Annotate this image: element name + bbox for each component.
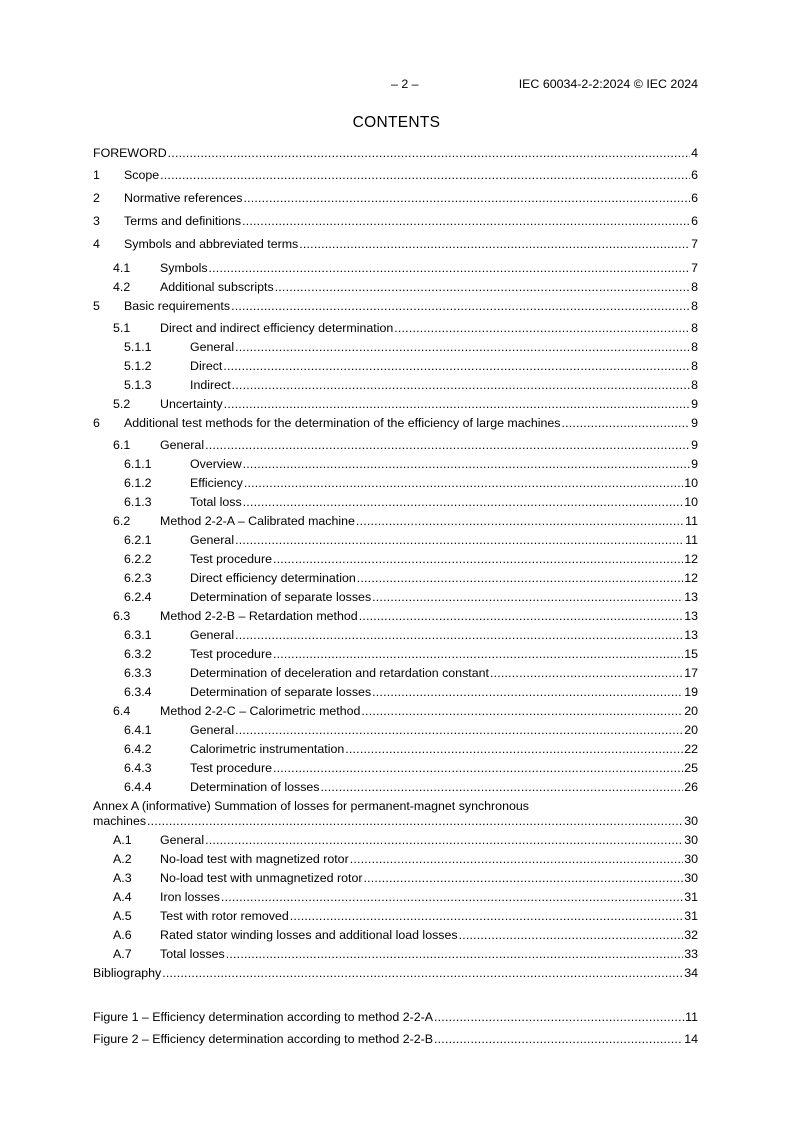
toc-entry-page: 6 (691, 214, 698, 228)
toc-entry-page: 13 (684, 609, 698, 623)
toc-entry-label: Scope (124, 168, 160, 182)
toc-entry-label: Determination of separate losses (190, 590, 372, 604)
toc-entry-number: 6.1.3 (124, 495, 152, 509)
toc-entry-label: Terms and definitions (124, 214, 242, 228)
bibliography-entry[interactable] (93, 966, 698, 981)
toc-entry-page: 31 (684, 890, 698, 904)
toc-entry-label: Additional subscripts (160, 280, 274, 294)
toc-entry-page: 9 (691, 397, 698, 411)
toc-entry[interactable] (93, 237, 698, 252)
toc-entry-number: A.3 (113, 871, 132, 885)
toc-leader-dots (232, 378, 690, 393)
toc-leader-dots (372, 685, 683, 700)
toc-entry-page: 8 (691, 378, 698, 392)
toc-entry-number: 5.1.3 (124, 378, 152, 392)
toc-entry[interactable] (93, 666, 698, 681)
toc-entry[interactable] (93, 514, 698, 529)
toc-entry-label: Test with rotor removed (160, 909, 289, 923)
toc-entry[interactable] (93, 168, 698, 183)
toc-entry-label: Test procedure (190, 552, 272, 566)
toc-entry-label: Determination of deceleration and retardation constant (190, 666, 489, 680)
toc-entry-label: Test procedure (190, 647, 272, 661)
toc-entry-number: 5.2 (113, 397, 131, 411)
toc-entry-page: 11 (685, 514, 698, 528)
toc-entry-page: 10 (684, 476, 698, 490)
toc-leader-dots (162, 966, 683, 981)
toc-entry[interactable] (93, 214, 698, 229)
toc-entry-page: 9 (691, 438, 698, 452)
toc-leader-dots (235, 628, 683, 643)
toc-leader-dots (221, 890, 683, 905)
toc-entry-label: Calorimetric instrumentation (190, 742, 345, 756)
toc-leader-dots (243, 457, 690, 472)
toc-entry-number: 6.1 (113, 438, 131, 452)
toc-leader-dots (235, 340, 690, 355)
toc-leader-dots (372, 590, 683, 605)
toc-entry[interactable] (93, 742, 698, 757)
annex-entry[interactable] (93, 852, 698, 867)
toc-entry-page: 13 (684, 628, 698, 642)
toc-entry[interactable] (93, 552, 698, 567)
toc-entry-number: A.7 (113, 947, 132, 961)
toc-leader-dots (357, 571, 683, 586)
toc-entry-label: Symbols and abbreviated terms (124, 237, 299, 251)
toc-entry-number: 6.4.4 (124, 780, 152, 794)
toc-entry-label: Method 2-2-C – Calorimetric method (160, 704, 361, 718)
toc-entry[interactable] (93, 723, 698, 738)
toc-entry-label: Determination of separate losses (190, 685, 372, 699)
toc-entry-label: Total loss (190, 495, 242, 509)
toc-leader-dots (160, 168, 690, 183)
toc-entry-label: General (190, 533, 235, 547)
toc-entry-label: Total losses (160, 947, 225, 961)
toc-entry-number: A.4 (113, 890, 132, 904)
toc-entry-page: 30 (684, 852, 698, 866)
toc-entry-number: 6.3.2 (124, 647, 152, 661)
toc-entry-number: 6 (93, 416, 100, 430)
toc-entry-page: 22 (684, 742, 698, 756)
toc-entry-page: 9 (691, 457, 698, 471)
toc-entry-page: 15 (684, 647, 698, 661)
toc-entry-page: 30 (684, 871, 698, 885)
toc-entry-label: Rated stator winding losses and additional load losses (160, 928, 458, 942)
toc-entry-label: No-load test with magnetized rotor (160, 852, 349, 866)
toc-entry-label: FOREWORD (93, 146, 167, 160)
toc-entry-page: 33 (684, 947, 698, 961)
toc-leader-dots (459, 928, 684, 943)
toc-entry-page: 8 (691, 280, 698, 294)
toc-entry[interactable] (93, 340, 698, 355)
toc-entry-number: 6.1.1 (124, 457, 152, 471)
toc-entry-page: 11 (685, 533, 698, 547)
annex-heading[interactable]: Annex A (informative) Summation of losses for permanent-magnet synchronous (93, 799, 529, 813)
toc-entry-number: 6.4.1 (124, 723, 152, 737)
toc-entry[interactable] (93, 628, 698, 643)
toc-entry[interactable] (93, 685, 698, 700)
toc-leader-dots (226, 947, 683, 962)
toc-leader-dots (224, 397, 690, 412)
toc-leader-dots (434, 1032, 683, 1047)
toc-entry[interactable] (93, 321, 698, 336)
toc-leader-dots (242, 214, 690, 229)
toc-leader-dots (290, 909, 683, 924)
toc-leader-dots (209, 261, 691, 276)
toc-entry-page: 20 (684, 723, 698, 737)
toc-entry[interactable] (93, 571, 698, 586)
toc-entry[interactable] (93, 533, 698, 548)
page-header (93, 77, 698, 93)
toc-leader-dots (299, 237, 690, 252)
toc-entry[interactable] (93, 378, 698, 393)
toc-entry-page: 12 (684, 552, 698, 566)
toc-leader-dots (205, 438, 690, 453)
page-number: – 2 – (391, 77, 419, 91)
toc-entry-page: 32 (684, 928, 698, 942)
toc-entry-label: Additional test methods for the determination of the efficiency of large machines (124, 416, 561, 430)
toc-entry-label: General (190, 723, 235, 737)
toc-entry-number: 6.3.4 (124, 685, 152, 699)
toc-entry-page: 12 (684, 571, 698, 585)
toc-entry-number: A.5 (113, 909, 132, 923)
annex-entry[interactable] (93, 928, 698, 943)
annex-entry[interactable] (93, 947, 698, 962)
toc-entry-label: General (160, 833, 205, 847)
toc-leader-dots (243, 191, 690, 206)
toc-leader-dots (490, 666, 683, 681)
toc-entry[interactable] (93, 146, 698, 161)
toc-entry-label: Iron losses (160, 890, 220, 904)
toc-entry-page: 9 (691, 416, 698, 430)
toc-leader-dots (231, 299, 690, 314)
toc-leader-dots (394, 321, 690, 336)
toc-entry-number: 6.3 (113, 609, 131, 623)
toc-entry-page: 25 (684, 761, 698, 775)
toc-entry-page: 8 (691, 299, 698, 313)
toc-entry-page: 19 (684, 685, 698, 699)
toc-entry-page: 8 (691, 359, 698, 373)
toc-entry-number: A.1 (113, 833, 132, 847)
toc-entry-label: Direct (190, 359, 223, 373)
toc-entry-number: 5.1.2 (124, 359, 152, 373)
toc-entry-page: 34 (684, 966, 698, 980)
toc-entry-page: 20 (684, 704, 698, 718)
toc-entry-label: Direct efficiency determination (190, 571, 356, 585)
toc-entry-label: machines (93, 814, 147, 828)
toc-leader-dots (350, 852, 683, 867)
annex-entry[interactable] (93, 833, 698, 848)
toc-entry-number: 6.2.4 (124, 590, 152, 604)
toc-entry-page: 30 (684, 814, 698, 828)
toc-leader-dots (205, 833, 683, 848)
toc-entry[interactable] (93, 438, 698, 453)
toc-entry-page: 4 (691, 146, 698, 160)
toc-leader-dots (361, 704, 683, 719)
toc-entry-page: 11 (685, 1010, 698, 1024)
toc-entry-number: 6.2.1 (124, 533, 152, 547)
toc-entry[interactable] (93, 590, 698, 605)
toc-entry[interactable] (93, 191, 698, 206)
toc-entry-label: Basic requirements (124, 299, 231, 313)
toc-entry-page: 6 (691, 191, 698, 205)
table-of-contents (93, 146, 698, 1047)
toc-entry-number: 6.4 (113, 704, 131, 718)
toc-entry-label: Efficiency (190, 476, 243, 490)
toc-entry-page: 8 (691, 340, 698, 354)
toc-entry-page: 14 (684, 1032, 698, 1046)
toc-entry-page: 13 (684, 590, 698, 604)
toc-leader-dots (235, 533, 684, 548)
toc-entry-number: 6.2.3 (124, 571, 152, 585)
toc-leader-dots (243, 495, 684, 510)
figure-entry[interactable] (93, 1010, 698, 1025)
toc-leader-dots (434, 1010, 684, 1025)
toc-leader-dots (273, 552, 683, 567)
toc-entry[interactable] (93, 416, 698, 431)
toc-entry-number: 6.3.3 (124, 666, 152, 680)
toc-entry-label: Overview (190, 457, 242, 471)
toc-leader-dots (168, 146, 690, 161)
toc-entry-label: General (190, 340, 235, 354)
toc-leader-dots (356, 514, 684, 529)
toc-entry[interactable] (93, 397, 698, 412)
toc-entry-label: Determination of losses (190, 780, 320, 794)
toc-entry-number: 4 (93, 237, 100, 251)
toc-entry-label: Indirect (190, 378, 231, 392)
toc-leader-dots (275, 280, 690, 295)
toc-leader-dots (561, 416, 690, 431)
toc-entry-label: Method 2-2-A – Calibrated machine (160, 514, 355, 528)
toc-entry-page: 10 (684, 495, 698, 509)
toc-leader-dots (147, 814, 683, 829)
page-title: CONTENTS (352, 114, 441, 131)
toc-leader-dots (359, 609, 684, 624)
toc-leader-dots (345, 742, 683, 757)
toc-entry-number: 2 (93, 191, 100, 205)
toc-leader-dots (320, 780, 683, 795)
toc-entry-page: 26 (684, 780, 698, 794)
toc-entry[interactable] (93, 280, 698, 295)
document-reference: IEC 60034-2-2:2024 © IEC 2024 (518, 77, 698, 91)
toc-leader-dots (273, 761, 683, 776)
toc-entry-page: 31 (684, 909, 698, 923)
toc-leader-dots (364, 871, 684, 886)
toc-leader-dots (235, 723, 683, 738)
toc-leader-dots (273, 647, 683, 662)
toc-entry-page: 6 (691, 168, 698, 182)
toc-leader-dots (223, 359, 690, 374)
figure-entry[interactable] (93, 1032, 698, 1047)
toc-entry-number: 4.2 (113, 280, 131, 294)
toc-entry-page: 7 (691, 237, 698, 251)
toc-entry-number: 6.3.1 (124, 628, 152, 642)
toc-entry-number: 6.4.2 (124, 742, 152, 756)
toc-entry-number: 4.1 (113, 261, 131, 275)
toc-entry-label: No-load test with unmagnetized rotor (160, 871, 363, 885)
toc-entry-number: 1 (93, 168, 100, 182)
toc-entry[interactable] (93, 457, 698, 472)
toc-entry-label: General (190, 628, 235, 642)
toc-entry[interactable] (93, 495, 698, 510)
toc-entry-number: 6.2 (113, 514, 131, 528)
toc-entry-page: 8 (691, 321, 698, 335)
toc-entry[interactable] (93, 609, 698, 624)
toc-entry-label: Figure 1 – Efficiency determination according to method 2-2-A (93, 1010, 434, 1024)
toc-entry-label: Bibliography (93, 966, 162, 980)
toc-entry-number: 5 (93, 299, 100, 313)
annex-heading-continuation[interactable] (93, 814, 698, 829)
toc-entry-page: 17 (684, 666, 698, 680)
toc-entry-number: 3 (93, 214, 100, 228)
toc-entry-label: Uncertainty (160, 397, 223, 411)
toc-leader-dots (244, 476, 683, 491)
toc-entry-label: Figure 2 – Efficiency determination according to method 2-2-B (93, 1032, 434, 1046)
toc-entry-label: Symbols (160, 261, 208, 275)
toc-entry-number: 6.2.2 (124, 552, 152, 566)
toc-entry-page: 30 (684, 833, 698, 847)
toc-entry-label: General (160, 438, 205, 452)
toc-entry-label: Direct and indirect efficiency determination (160, 321, 394, 335)
annex-entry[interactable] (93, 909, 698, 924)
annex-entry[interactable] (93, 871, 698, 886)
toc-entry[interactable] (93, 261, 698, 276)
toc-entry[interactable] (93, 359, 698, 374)
toc-entry-label: Normative references (124, 191, 243, 205)
toc-entry-number: 5.1 (113, 321, 131, 335)
toc-entry[interactable] (93, 647, 698, 662)
toc-entry-number: 5.1.1 (124, 340, 152, 354)
toc-entry-number: A.6 (113, 928, 132, 942)
toc-entry-number: 6.4.3 (124, 761, 152, 775)
toc-entry[interactable] (93, 704, 698, 719)
toc-entry-page: 7 (691, 261, 698, 275)
toc-entry[interactable] (93, 780, 698, 795)
toc-entry-label: Method 2-2-B – Retardation method (160, 609, 358, 623)
toc-entry[interactable] (93, 761, 698, 776)
annex-entry[interactable] (93, 890, 698, 905)
toc-entry[interactable] (93, 299, 698, 314)
toc-entry-number: 6.1.2 (124, 476, 152, 490)
toc-entry-number: A.2 (113, 852, 132, 866)
toc-entry[interactable] (93, 476, 698, 491)
toc-entry-label: Test procedure (190, 761, 272, 775)
